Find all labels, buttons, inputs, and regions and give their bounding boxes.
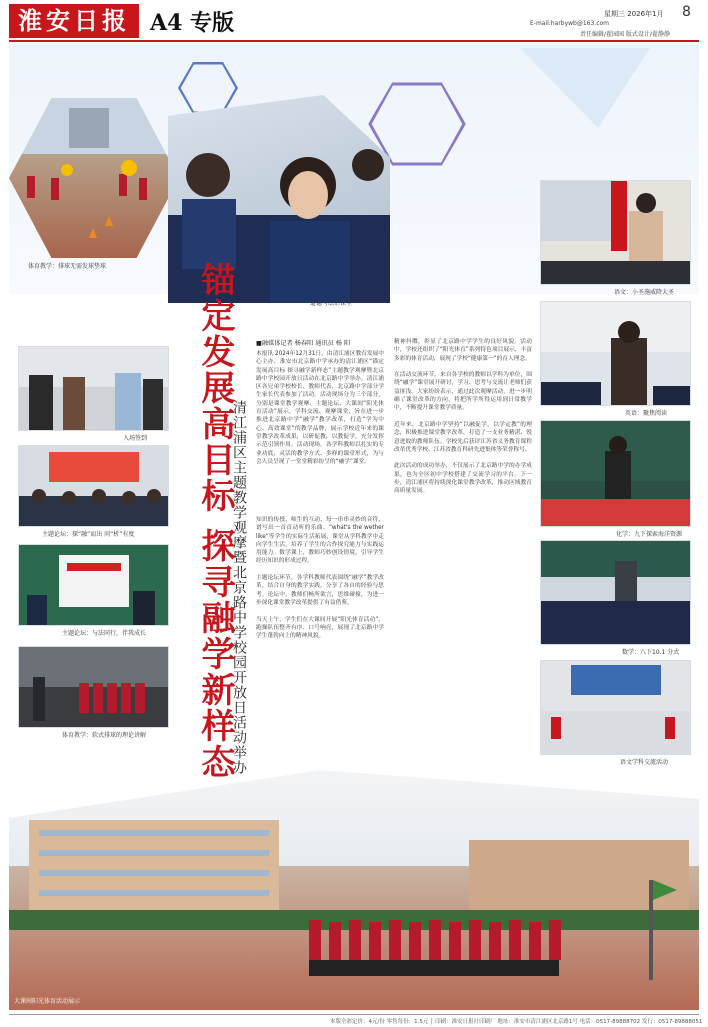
photo-caption: 语文：小圣施威降大圣	[614, 289, 675, 296]
photo-caption: 入场签到	[123, 435, 148, 442]
photo-math	[540, 540, 691, 645]
photo-chemistry	[540, 420, 691, 527]
article-column-1: 本报讯 2024年12月31日，由清江浦区教育发展中心主办，淮安市北京路中学承办的清江浦区“锚定发展高目标 探寻融学新样态”主题教学观摩暨北京路中学校园开放日活动在北京路中学举办。清江浦区各兄弟学校校长、教师代表，北京路中学部分学生家长代表参加了活动。活动现场分为三个部分，分别是课堂教学观摩、主题论坛、大课间“阳光体育活动”展示。学科交流、观摩课堂，旨在进一步推进北京路中学“融学”教学改革，打造“学为中心、高效课堂”的教学品牌，展示学校近年来的课堂教学改革成果，以研促教，以教促学，充分发挥示范引领作用。活动现场，各学科教师以扎实的专业功底、灵活的教学方式、多样的课堂形式，为与会人员呈现了一堂堂精彩纷呈的“融学”课堂。	[256, 351, 384, 465]
photo-caption: 主题论坛：探“融”而出 问“析”有度	[42, 531, 135, 538]
contact-email[interactable]: E-mail:harbywb@163.com	[530, 20, 610, 27]
photo-caption: 体育教学：排球无需发球垫球	[28, 263, 107, 270]
photo-caption: 数学：八下10.1 分式	[622, 649, 680, 656]
photo-caption: 主题论坛：与法同行，伴我成长	[62, 630, 147, 637]
photo-forum-2	[18, 544, 169, 626]
issue-date: 星期三 2026年1月	[604, 10, 664, 18]
article-column-2: 知识的传授、师生的互动、每一串串灵妙的音符，谱写出一首首动听的乐曲。“what's the wether like”等学生的实际生活拓展，课堂从学科教学中走向学生生活，培养了学生的合作探究能力与实践运用能力。数学课上，教师巧妙创设情境，引导学生经历知识的形成过程。 主题论坛环节，各学科教师代表围绕“融学”教学改革，结合自身的教学实践，分享了各自的经验与思考。论坛中，教师们畅所欲言，思维碰撞，为进一步深化课堂教学改革提供了有益借鉴。 当天上午，学生们在大课间开展“阳光体育活动”，跑操队伍整齐有序、口号响亮，展现了北京路中学学生蓬勃向上的精神风貌。	[256, 517, 384, 640]
article-title: 锚定发展高目标 探寻融学新样态	[195, 262, 235, 780]
page-label: A4 专版	[150, 10, 235, 36]
page-number: 8	[682, 4, 691, 20]
photo-reading-exchange	[540, 660, 691, 755]
photo-chinese	[540, 180, 691, 285]
photo-pe-theory	[18, 646, 169, 728]
photo-caption: 英语：聚焦阅读	[625, 410, 668, 417]
photo-english	[540, 301, 691, 406]
editor-credits: 责任编辑/翟园园 版式设计/翟静静	[580, 31, 670, 38]
footer-info: 本版全彩定价：4元/份 零售每份：1.5元 │ 印刷：淮安日报社印刷厂 地址：淮安市清江浦区北京路1号 电话：0517-89888702 发行：0517-89888051	[330, 1019, 703, 1025]
article-byline: ■融媒体记者 杨春阳 通讯员 杨 阳	[256, 340, 351, 347]
footer-divider	[9, 1014, 699, 1015]
photo-caption: 道德与法治课堂	[310, 300, 353, 307]
newspaper-logo: 淮安日报	[9, 4, 139, 38]
photo-caption: 大课间阳光体育活动展示	[14, 998, 81, 1005]
photo-caption: 语文学科交流活动	[620, 759, 669, 766]
photo-caption: 体育教学：软式排球的理论讲解	[62, 732, 147, 739]
photo-signin	[18, 346, 169, 431]
photo-forum-1	[18, 445, 169, 527]
photo-caption: 化学：九下探索海洋资源	[616, 531, 683, 538]
article-column-3: 精神抖擞，彰显了北京路中学学生的良好风貌。活动中，学校还组织了“阳光体育”系列特色项目展示，丰富多彩的体育活动，展现了学校“健康第一”的育人理念。 在活动交流环节，来自各学校的教师以学科为单位，围绕“融学”课堂展开研讨，学习、思考与交流让老师们获益匪浅。大家纷纷表示，通过此次观摩活动，进一步明确了课堂改革的方向，将把所学所得运用到日常教学中，不断提升课堂教学质量。 近年来，北京路中学坚持“以融促学，以学定教”的理念，积极推进课堂教学改革，打造了一支业务精湛、锐意进取的教师队伍。学校先后获评江苏省义务教育课程改革优秀学校、江苏省教育科研先进集体等荣誉称号。 此次活动的成功举办，不仅展示了北京路中学的办学成果，也为全区初中学校搭建了交流学习的平台。下一步，清江浦区将持续深化课堂教学改革，推动区域教育高质量发展。	[394, 339, 532, 495]
article-subtitle: 清江浦区主题教学观摩暨北京路中学校园开放日活动举办	[231, 400, 247, 775]
masthead-divider	[9, 40, 699, 42]
photo-sports-panorama	[9, 770, 699, 1010]
